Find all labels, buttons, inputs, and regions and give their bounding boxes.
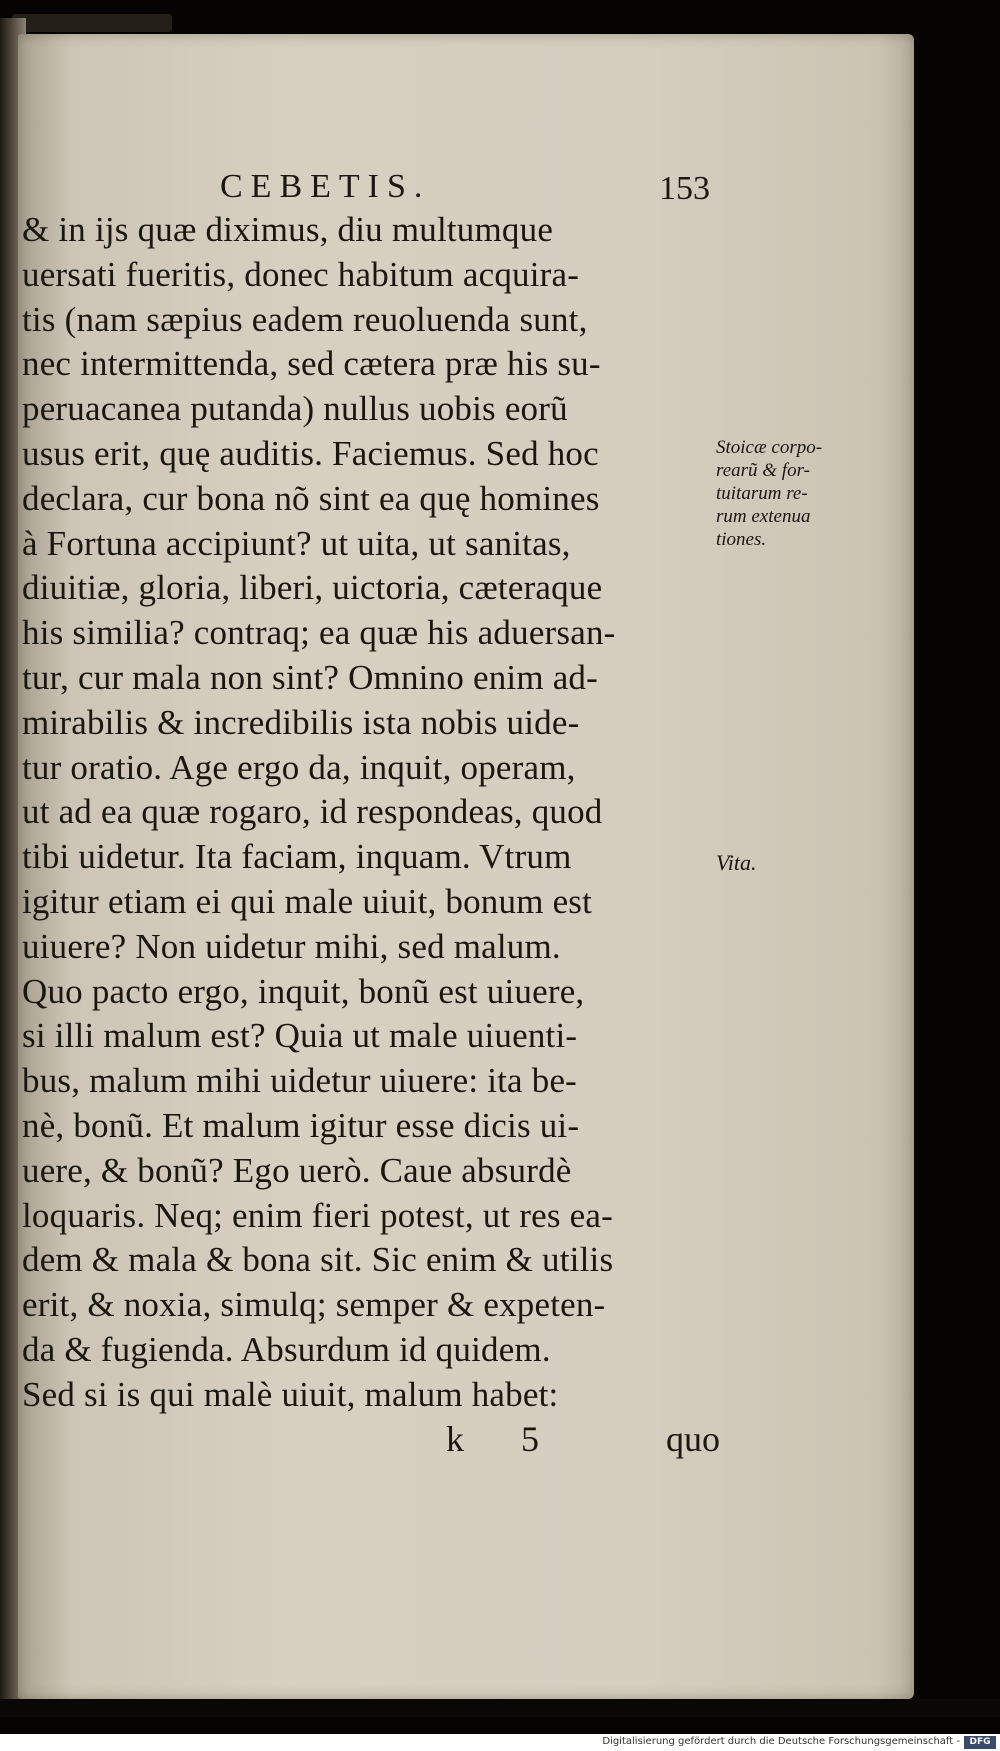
text-line: Quo pacto ergo, inquit, bonũ est uiuere, [22,971,585,1011]
margin-note-stoic [716,436,876,551]
body-text [22,208,712,1418]
text-line: tis (nam sæpius eadem reuoluenda sunt, [22,299,588,339]
page-number: 153 [659,170,710,207]
digitization-credit: Digitalisierung gefördert durch die Deutsche Forschungsgemeinschaft - [602,1736,960,1747]
text-line: usus erit, quę auditis. Faciemus. Sed hoc [22,433,599,473]
text-line: uere, & bonũ? Ego uerò. Caue absurdè [22,1150,572,1190]
catchword: quo [666,1419,720,1459]
text-line: Sed si is qui malè uiuit, malum habet: [22,1374,559,1414]
text-line: dem & mala & bona sit. Sic enim & utilis [22,1240,614,1280]
text-line: nè, bonũ. Et malum igitur esse dicis ui- [22,1105,580,1145]
margin-note-line: Stoicæ corpo- [716,437,823,458]
text-line: loquaris. Neq; enim fieri potest, ut res ea- [22,1195,613,1235]
margin-note-line: tiones. [716,529,767,550]
page-footer [440,1418,720,1464]
text-line: bus, malum mihi uidetur uiuere: ita be- [22,1061,578,1101]
text-line: peruacanea putanda) nullus uobis eorũ [22,389,568,429]
margin-note-line: rearũ & for- [716,460,810,481]
text-line: tur oratio. Age ergo da, inquit, operam, [22,747,576,787]
text-line: ut ad ea quæ rogaro, id respondeas, quod [22,792,603,832]
margin-note-line: tuitarum re- [716,483,808,504]
text-line: da & fugienda. Absurdum id quidem. [22,1329,551,1369]
text-line: nec intermittenda, sed cætera præ his su- [22,344,601,384]
text-line: tur, cur mala non sint? Omnino enim ad- [22,657,598,697]
text-line: uiuere? Non uidetur mihi, sed malum. [22,926,561,966]
text-line: si illi malum est? Quia ut male uiuenti- [22,1016,578,1056]
text-line: erit, & noxia, simulq; semper & expeten- [22,1285,606,1325]
text-line: à Fortuna accipiunt? ut uita, ut sanitas, [22,523,571,563]
margin-note-vita: Vita. [716,850,757,875]
scan-bottom-edge [0,1699,1000,1717]
text-line: his similia? contraq; ea quæ his aduersan- [22,613,616,653]
text-line: & in ijs quæ diximus, diu multumque [22,210,554,249]
text-line: mirabilis & incredibilis ista nobis uide- [22,702,580,742]
text-line: igitur etiam ei qui male uiuit, bonum est [22,881,593,921]
text-line: declara, cur bona nõ sint ea quę homines [22,478,600,518]
signature-mark: k 5 [446,1419,563,1459]
text-line: uersati fueritis, donec habitum acquira- [22,254,580,294]
text-line: diuitiæ, gloria, liberi, uictoria, cæteraque [22,568,603,608]
text-line: tibi uidetur. Ita faciam, inquam. Vtrum [22,837,572,877]
running-title: CEBETIS. [220,168,431,205]
dfg-logo: DFG [964,1736,996,1749]
margin-note-line: rum extenua [716,506,811,527]
page-stain [12,14,172,32]
